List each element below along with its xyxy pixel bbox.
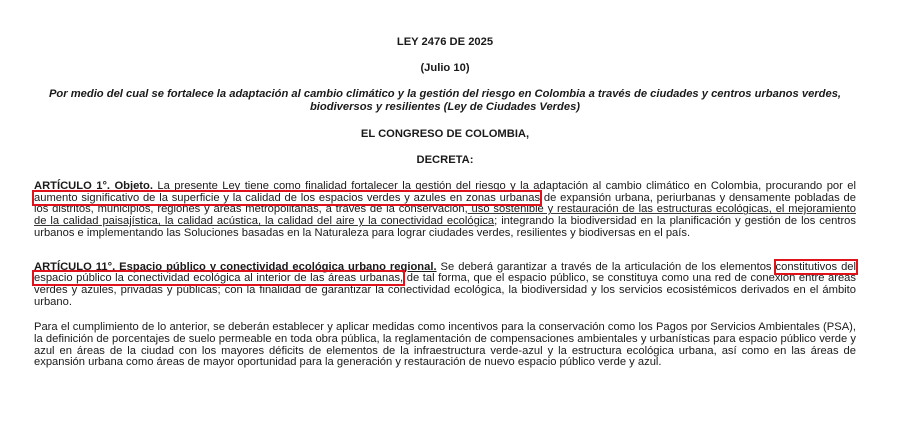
article-11-heading: ARTÍCULO 11°. Espacio público y conectividad ecológica urbano regional.: [34, 260, 437, 273]
article-1-underlined-text: uso sostenible y restauración de las estructuras ecológicas, el mejoramiento de la calidad paisajística, la calidad acústica, la calidad del aire y la conectividad ecológica: [34, 203, 856, 228]
article-1-heading: ARTÍCULO 1°. Objeto.: [34, 180, 153, 192]
law-date: (Julio 10): [420, 62, 470, 74]
article-11-text-b: de tal forma, que el espacio público, se constituya como una red de conexión entre áreas verdes y azules, privadas y públicas; con la finalidad de garantizar la conectividad ecológica, la biodiversidad y los servicios ecosistémicos derivados en el ámbito urbano.: [34, 272, 856, 308]
article-11-highlight-box: constitutivos del espacio público la conectividad ecológica al interior de las áreas urbanas,: [34, 260, 856, 285]
article-1-text-b: de expansión urbana, periurbanas y densamente pobladas de los distritos, municipios, regiones y áreas metropolitanas, a través de la conservación,: [34, 191, 856, 216]
implementation-paragraph: Para el cumplimiento de lo anterior, se deberán establecer y aplicar medidas como incentivos para la conservación como los Pagos por Servicios Ambientales (PSA), la definición de porcentajes de suelo permeable en toda obra pública, la reglamentación de compensaciones ambientales y urbanísticas para espacio público verde y azul en áreas de la ciudad con los mayores déficits de elementos de la infraestructura verde-azul y la estructura ecológica urbana, así como en las áreas de expansión urbana como áreas de mayor oportunidad para la generación y restauración de nuevo espacio público verde y azul.: [34, 321, 856, 369]
article-1-paragraph: [34, 181, 856, 240]
law-subtitle: Por medio del cual se fortalece la adaptación al cambio climático y la gestión del riesgo en Colombia a través de ciudades y centros urbanos verdes, biodiversos y resilientes (Ley de Ciudades Verdes): [48, 88, 842, 113]
article-11-text-a: Se deberá garantizar a través de la articulación de los elementos: [436, 260, 776, 273]
law-title: LEY 2476 DE 2025: [396, 36, 494, 48]
decreta-heading: DECRETA:: [416, 154, 474, 166]
article-1-highlight-box: aumento significativo de la superficie y la calidad de los espacios verdes y azules en zonas urbanas: [34, 191, 541, 204]
article-1-text-a: La presente Ley tiene como finalidad fortalecer la gestión del riesgo y la adaptación al cambio climático en Colombia, procurando por el: [152, 180, 856, 192]
document-page: [34, 30, 856, 369]
article-1-text-c: ; integrando la biodiversidad en la planificación y gestión de los centros urbanos e implementando las Soluciones basadas en la Naturaleza para lograr ciudades verdes, resilientes y biodiversas en el país.: [34, 215, 856, 239]
article-11-paragraph: [34, 262, 856, 309]
congress-heading: EL CONGRESO DE COLOMBIA,: [360, 128, 530, 140]
